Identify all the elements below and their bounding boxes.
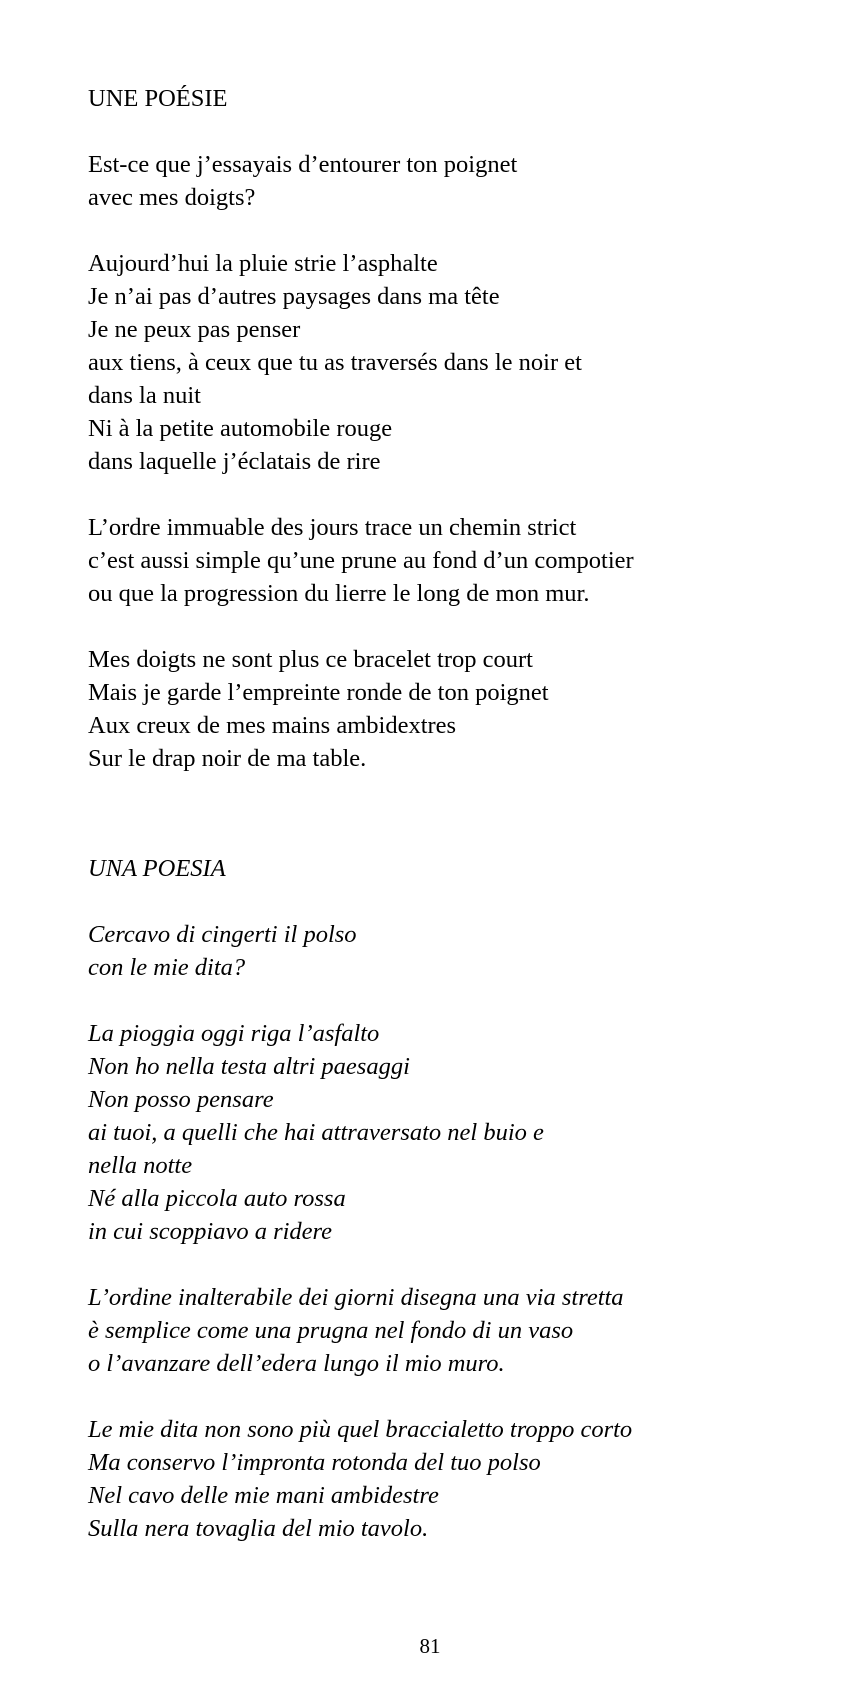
italian-stanza-2 [88, 1017, 788, 1248]
poem-line: Non ho nella testa altri paesaggi [88, 1053, 410, 1080]
poem-line: Cercavo di cingerti il polso [88, 921, 357, 948]
italian-stanza-4 [88, 1413, 788, 1545]
poem-line: La pioggia oggi riga l’asfalto [88, 1020, 380, 1047]
poem-line: Aujourd’hui la pluie strie l’asphalte [88, 250, 438, 277]
poem-line: è semplice come una prugna nel fondo di un vaso [88, 1317, 574, 1344]
french-stanza-2 [88, 247, 788, 478]
poem-line: Né alla piccola auto rossa [88, 1185, 346, 1212]
page-number: 81 [419, 1634, 441, 1658]
poem-line: o l’avanzare dell’edera lungo il mio muro. [88, 1350, 505, 1377]
poem-line: Est-ce que j’essayais d’entourer ton poignet [88, 151, 518, 178]
poem-line: Mes doigts ne sont plus ce bracelet trop court [88, 646, 533, 673]
poem-line: Le mie dita non sono più quel braccialetto troppo corto [88, 1416, 633, 1443]
poem-line: Sur le drap noir de ma table. [88, 745, 367, 772]
french-stanza-4 [88, 643, 788, 775]
poem-line: Mais je garde l’empreinte ronde de ton poignet [88, 679, 549, 706]
french-stanza-1 [88, 148, 788, 214]
italian-stanza-3 [88, 1281, 788, 1380]
poem-line: L’ordine inalterabile dei giorni disegna una via stretta [88, 1284, 624, 1311]
poem-line: Je ne peux pas penser [88, 316, 301, 343]
italian-stanza-1 [88, 918, 788, 984]
poem-line: Non posso pensare [88, 1086, 274, 1113]
poem-line: L’ordre immuable des jours trace un chemin strict [88, 514, 577, 541]
french-poem [88, 82, 788, 775]
french-poem-title: UNE POÉSIE [88, 85, 228, 112]
poem-line: Nel cavo delle mie mani ambidestre [88, 1482, 439, 1509]
poem-line: ou que la progression du lierre le long de mon mur. [88, 580, 590, 607]
poem-line: in cui scoppiavo a ridere [88, 1218, 333, 1245]
poem-line: Ma conservo l’impronta rotonda del tuo polso [88, 1449, 541, 1476]
poem-line: ai tuoi, a quelli che hai attraversato nel buio e [88, 1119, 544, 1146]
poem-line: Sulla nera tovaglia del mio tavolo. [88, 1515, 429, 1542]
italian-poem-title: UNA POESIA [88, 855, 226, 882]
italian-poem [88, 852, 788, 1545]
poem-line: dans laquelle j’éclatais de rire [88, 448, 381, 475]
poem-line: Aux creux de mes mains ambidextres [88, 712, 457, 739]
poem-line: aux tiens, à ceux que tu as traversés dans le noir et [88, 349, 582, 376]
poem-line: dans la nuit [88, 382, 201, 409]
french-stanza-3 [88, 511, 788, 610]
poem-line: Ni à la petite automobile rouge [88, 415, 393, 442]
poem-line: c’est aussi simple qu’une prune au fond d’un compotier [88, 547, 634, 574]
poem-line: avec mes doigts? [88, 184, 256, 211]
poem-line: nella notte [88, 1152, 193, 1179]
poem-line: con le mie dita? [88, 954, 246, 981]
poem-line: Je n’ai pas d’autres paysages dans ma tête [88, 283, 500, 310]
